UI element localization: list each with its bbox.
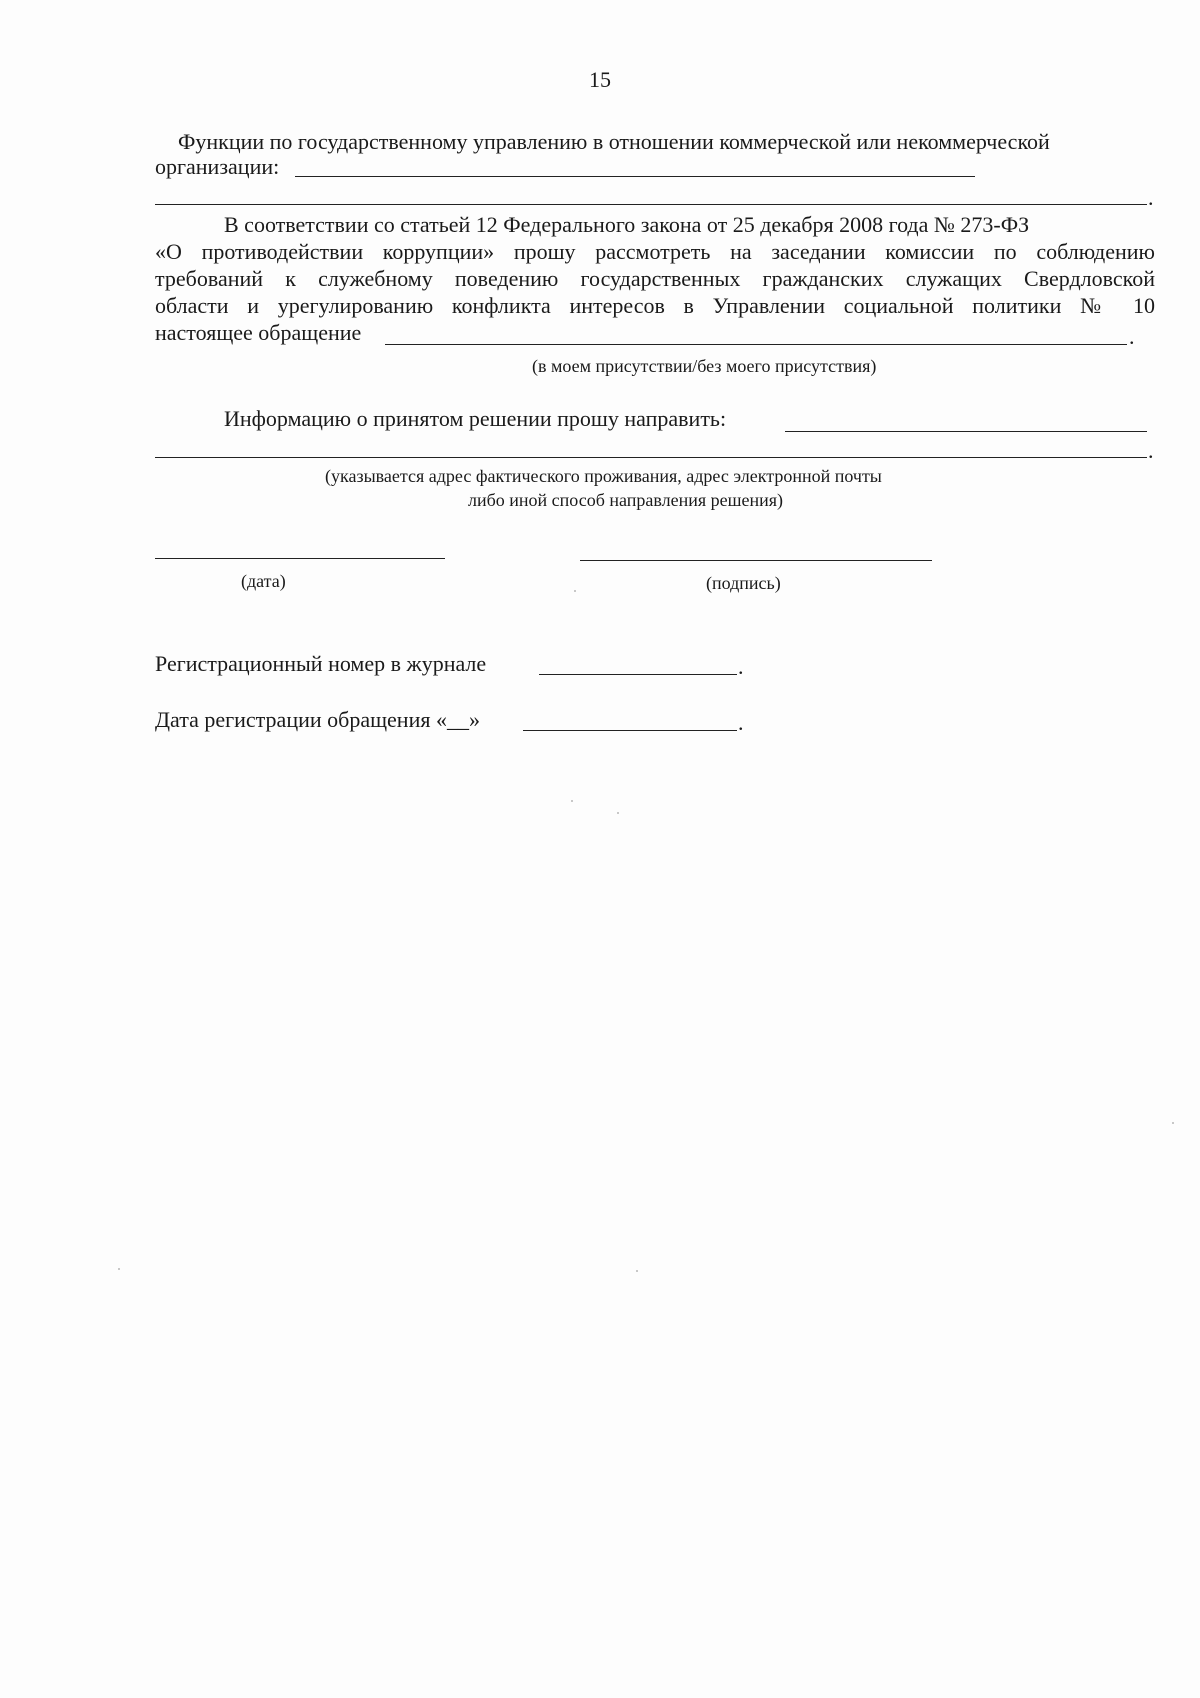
functions-line-1: Функции по государственному управлению в отношении коммерческой или некоммерческой — [178, 129, 1050, 154]
scan-speck — [636, 1270, 638, 1272]
attendance-hint: (в моем присутствии/без моего присутствия) — [532, 356, 877, 376]
functions-fill-line-2[interactable] — [155, 204, 1147, 205]
registration-date-dot: . — [738, 710, 744, 735]
request-line-2: «О противодействии коррупции» прошу рассмотреть на заседании комиссии по соблюдению — [155, 239, 1155, 264]
registration-number-label: Регистрационный номер в журнале — [155, 651, 487, 676]
registration-number-fill-line[interactable] — [539, 674, 737, 675]
info-hint-line-1: (указывается адрес фактического проживания, адрес электронной почты — [325, 466, 882, 486]
registration-date-label: Дата регистрации обращения «__» — [155, 707, 480, 732]
request-line-1: В соответствии со статьей 12 Федерального закона от 25 декабря 2008 года № 273-ФЗ — [224, 212, 1030, 237]
scan-speck — [118, 1268, 120, 1270]
scan-speck — [1172, 1122, 1174, 1124]
info-hint-line-2: либо иной способ направления решения) — [468, 490, 784, 510]
signature-fill-line[interactable] — [580, 560, 932, 561]
info-label: Информацию о принятом решении прошу направить: — [224, 406, 727, 431]
info-fill-line-2[interactable] — [155, 457, 1147, 458]
request-line-4: области и урегулированию конфликта интересов в Управлении социальной политики № 10 — [155, 293, 1155, 318]
signature-caption: (подпись) — [706, 573, 781, 593]
info-fill-line-1[interactable] — [785, 431, 1147, 432]
attendance-fill-line[interactable] — [385, 344, 1127, 345]
info-end-dot: . — [1148, 438, 1154, 463]
request-line-3: требований к служебному поведению государственных гражданских служащих Свердловской — [155, 266, 1155, 291]
request-line-5-label: настоящее обращение — [155, 320, 362, 345]
registration-number-dot: . — [738, 654, 744, 679]
scan-speck — [571, 800, 573, 802]
page-number: 15 — [589, 67, 611, 92]
date-fill-line[interactable] — [155, 558, 445, 559]
registration-date-fill-line[interactable] — [523, 730, 737, 731]
scan-speck — [574, 590, 576, 592]
scan-speck — [617, 812, 619, 814]
date-caption: (дата) — [241, 571, 286, 591]
functions-fill-line-1[interactable] — [295, 176, 975, 177]
functions-label: организации: — [155, 154, 280, 179]
attendance-end-dot: . — [1129, 324, 1135, 349]
functions-end-dot: . — [1148, 185, 1154, 210]
